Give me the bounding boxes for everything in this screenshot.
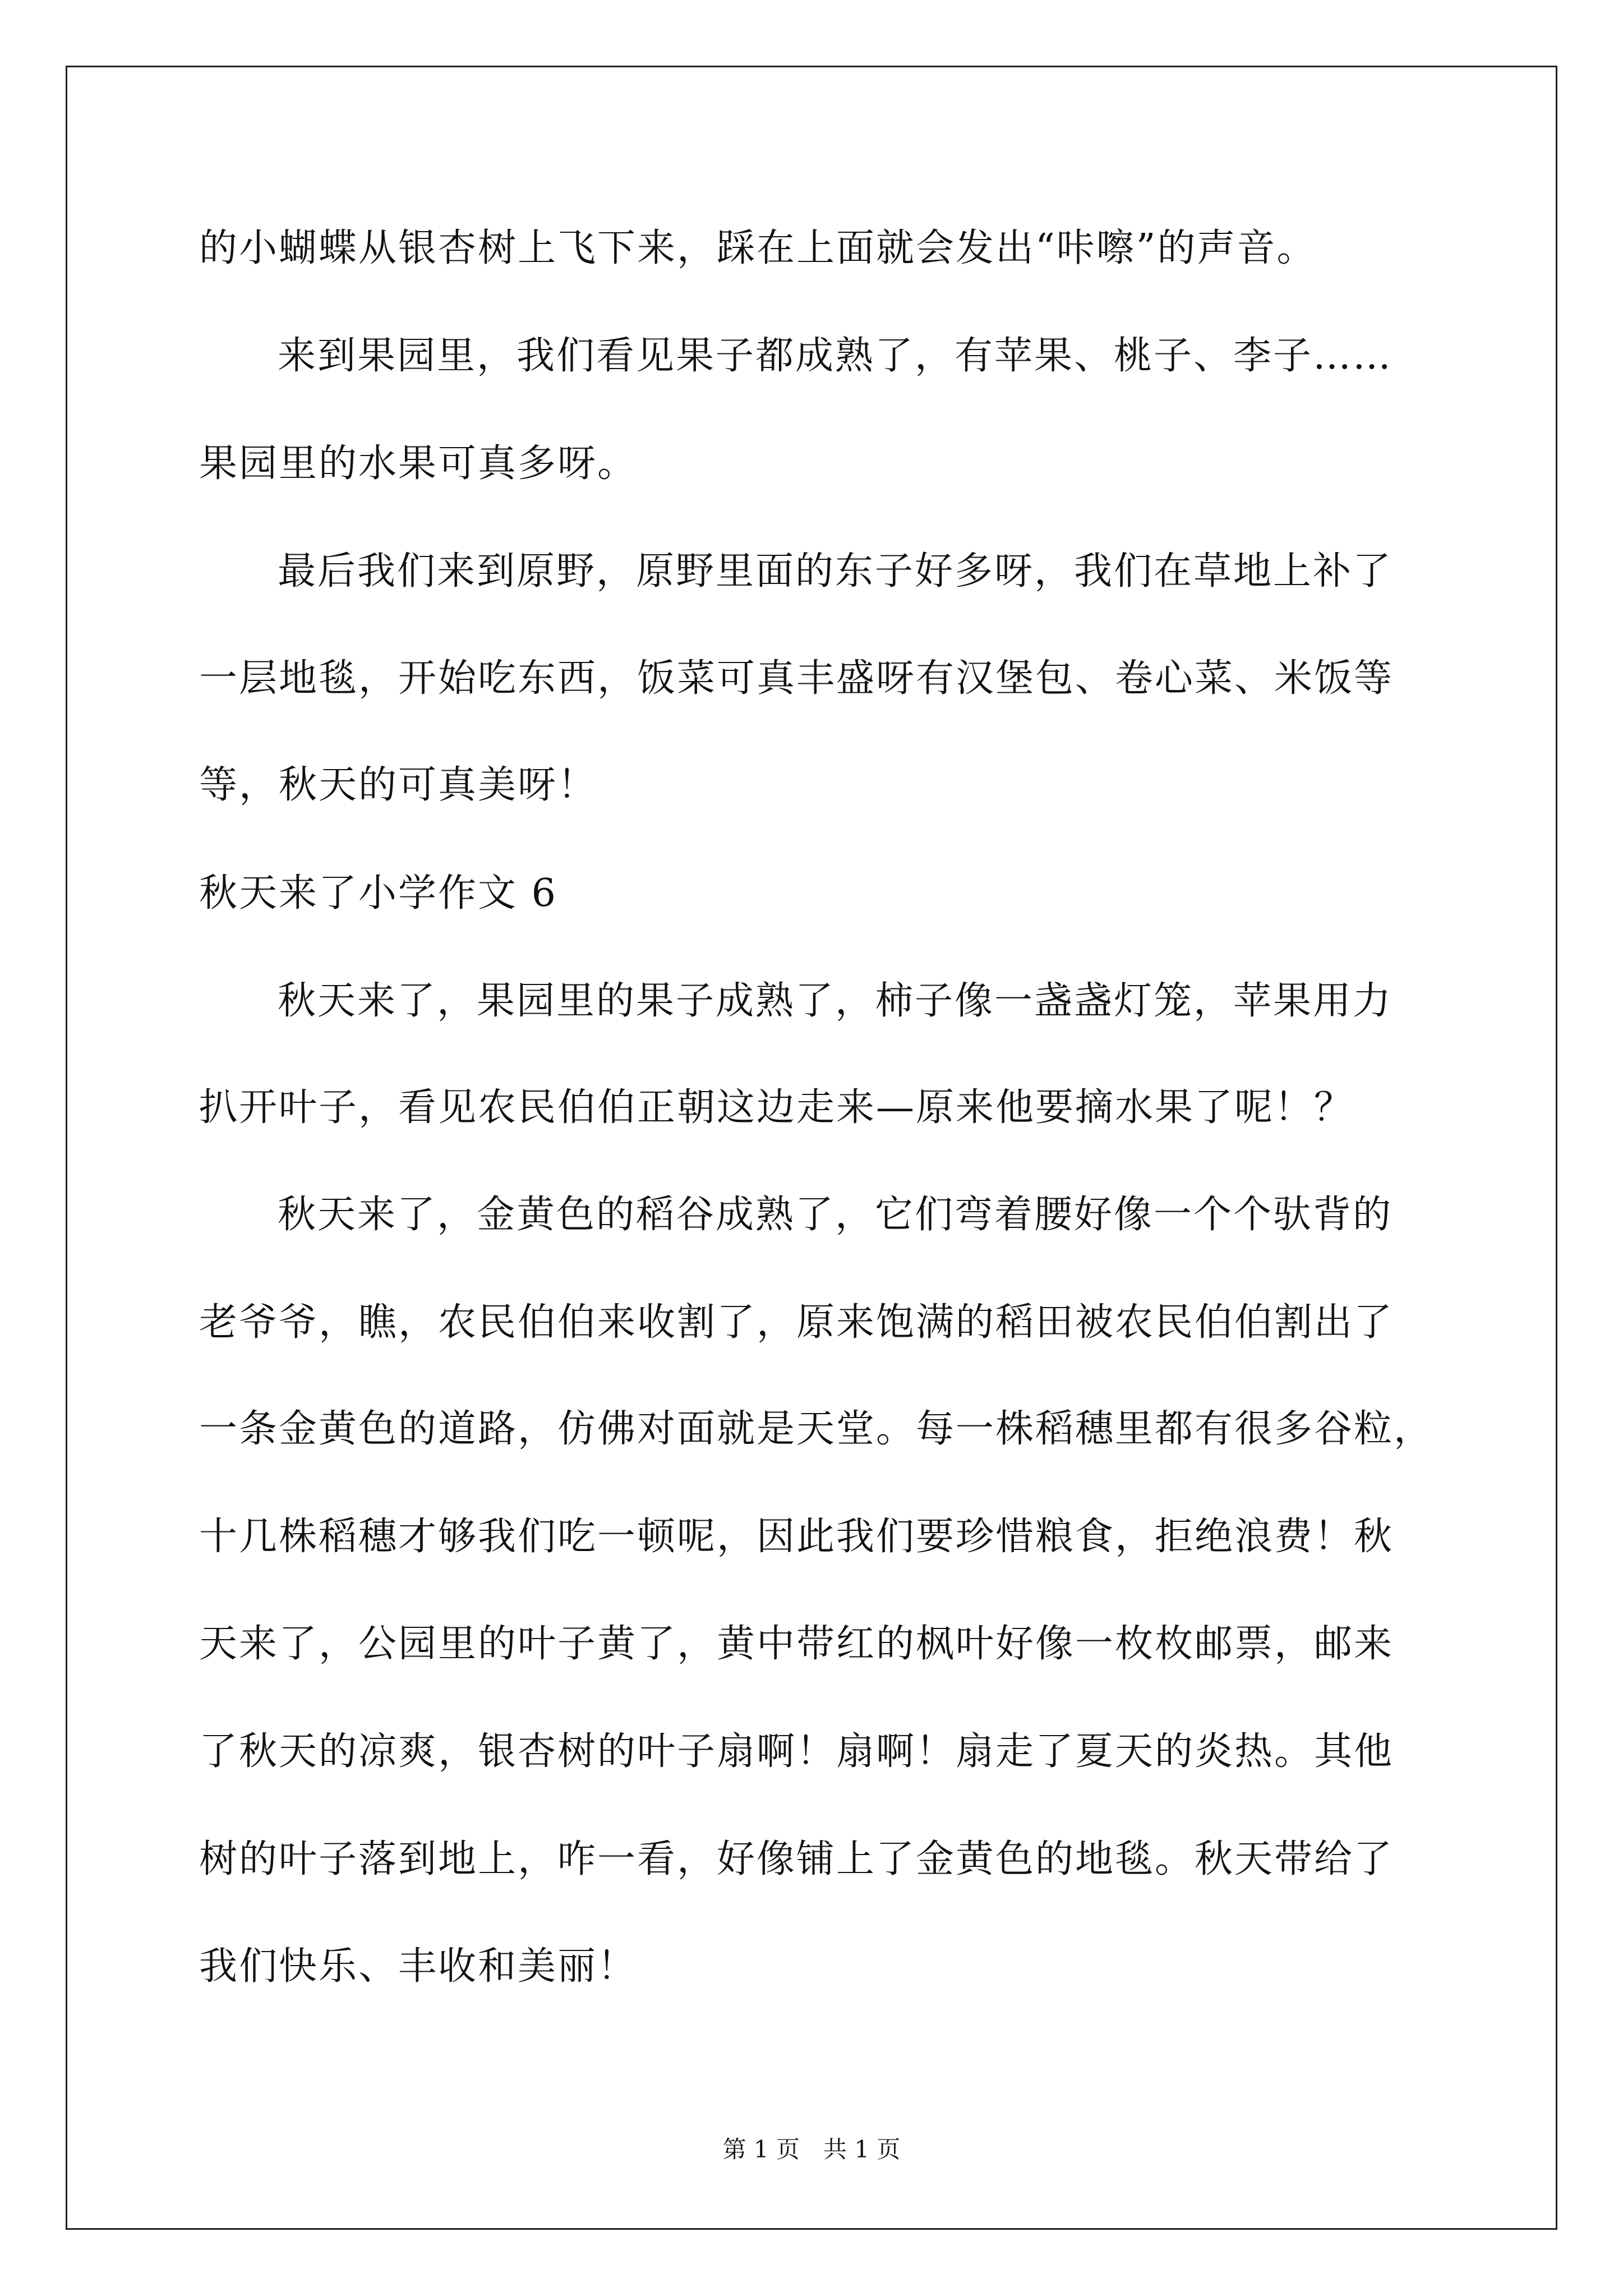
text-line: 一层地毯，开始吃东西，饭菜可真丰盛呀有汉堡包、卷心菜、米饭等 — [199, 656, 1394, 701]
page-border — [66, 66, 1557, 2230]
text-line: 秋天来了，金黄色的稻谷成熟了，它们弯着腰好像一个个驮背的 — [278, 1193, 1393, 1237]
text-line: 秋天来了，果园里的果子成熟了，柿子像一盏盏灯笼，苹果用力 — [278, 979, 1393, 1023]
text-line: 的小蝴蝶从银杏树上飞下来，踩在上面就会发出“咔嚓”的声音。 — [199, 226, 1317, 270]
text-line: 树的叶子落到地上，咋一看，好像铺上了金黄色的地毯。秋天带给了 — [199, 1837, 1394, 1881]
text-line: 我们快乐、丰收和美丽！ — [199, 1944, 638, 1989]
text-line: 天来了，公园里的叶子黄了，黄中带红的枫叶好像一枚枚邮票，邮来 — [199, 1622, 1394, 1666]
text-line: 扒开叶子，看见农民伯伯正朝这边走来—原来他要摘水果了呢！？ — [199, 1085, 1354, 1130]
text-line: 十几株稻穗才够我们吃一顿呢，因此我们要珍惜粮食，拒绝浪费！秋 — [199, 1515, 1394, 1559]
text-line: 老爷爷，瞧，农民伯伯来收割了，原来饱满的稻田被农民伯伯割出了 — [199, 1300, 1394, 1345]
text-line: 最后我们来到原野，原野里面的东子好多呀，我们在草地上补了 — [278, 549, 1393, 593]
text-line: 等，秋天的可真美呀！ — [199, 763, 598, 807]
text-line: 来到果园里，我们看见果子都成熟了，有苹果、桃子、李子…… — [278, 334, 1393, 378]
text-line: 了秋天的凉爽，银杏树的叶子扇啊！扇啊！扇走了夏天的炎热。其他 — [199, 1729, 1394, 1774]
text-line: 果园里的水果可真多呀。 — [199, 441, 638, 486]
page-number: 第 1 页 共 1 页 — [722, 2136, 901, 2163]
section-heading: 秋天来了小学作文 6 — [199, 871, 557, 915]
text-line: 一条金黄色的道路，仿佛对面就是天堂。每一株稻穗里都有很多谷粒， — [199, 1407, 1434, 1451]
